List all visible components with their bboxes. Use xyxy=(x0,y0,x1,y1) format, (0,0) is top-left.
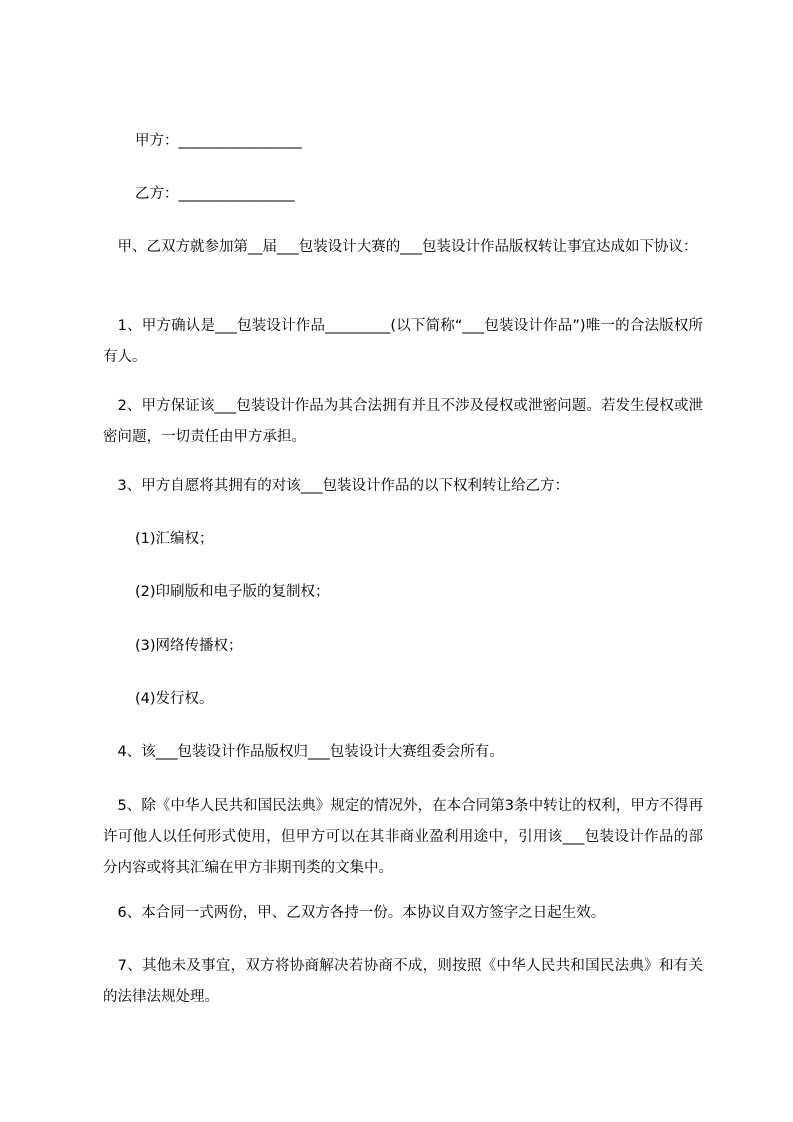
clause-1: 1、甲方确认是___包装设计作品_________(以下简称“___包装设计作品”)唯一的合法版权所有人。 xyxy=(103,318,703,365)
clause-5: 5、除《中华人民共和国民法典》规定的情况外，在本合同第3条中转让的权利，甲方不得再许可他人以任何形式使用，但甲方可以在其非商业盈利用途中，引用该___包装设计作品的部分内容或将其汇编在甲方非期刊类的文集中。 xyxy=(103,798,703,876)
party-b-line: 乙方：________________ xyxy=(135,186,295,202)
party-a-line: 甲方：_________________ xyxy=(135,133,302,149)
clause-6: 6、本合同一式两份，甲、乙双方各持一份。本协议自双方签字之日起生效。 xyxy=(103,905,606,921)
clause-4: 4、该___包装设计作品版权归___包装设计大赛组委会所有。 xyxy=(103,744,504,760)
right-item-2: (2)印刷版和电子版的复制权； xyxy=(135,584,330,600)
clause-3: 3、甲方自愿将其拥有的对该___包装设计作品的以下权利转让给乙方： xyxy=(103,478,569,494)
right-item-1: (1)汇编权； xyxy=(135,531,214,547)
right-item-3: (3)网络传播权； xyxy=(135,638,243,654)
clause-2: 2、甲方保证该___包装设计作品为其合法拥有并且不涉及侵权或泄密问题。若发生侵权或泄密问题，一切责任由甲方承担。 xyxy=(103,398,703,445)
clause-7: 7、其他未及事宜，双方将协商解决若协商不成，则按照《中华人民共和国民法典》和有关的法律法规处理。 xyxy=(103,958,703,1005)
intro-paragraph: 甲、乙双方就参加第__届___包装设计大赛的___包装设计作品版权转让事宜达成如下协议： xyxy=(103,239,698,255)
right-item-4: (4)发行权。 xyxy=(135,691,214,707)
